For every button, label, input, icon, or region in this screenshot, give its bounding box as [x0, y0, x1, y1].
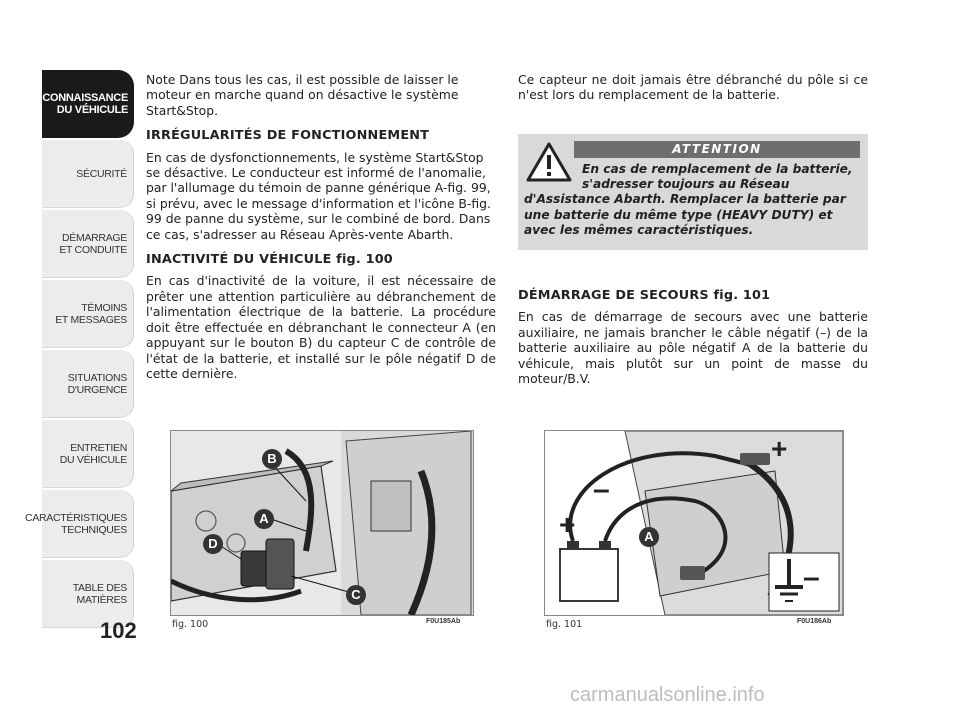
- label-a-badge: A: [254, 509, 274, 529]
- figure-101-caption: fig. 101: [546, 619, 583, 630]
- fig-reference-101: fig. 101: [713, 288, 771, 303]
- label-a-badge-101: A: [639, 527, 659, 547]
- section-title-demarrage: [518, 288, 868, 303]
- tab-demarrage-conduite[interactable]: DÉMARRAGE ET CONDUITE: [42, 210, 134, 278]
- tab-situations-urgence[interactable]: SITUATIONS D'URGENCE: [42, 350, 134, 418]
- section-title-demarrage-text: DÉMARRAGE DE SECOURS: [518, 288, 709, 303]
- chapter-tabs: [25, 70, 134, 630]
- warning-box: [518, 134, 868, 250]
- warning-title: ATTENTION: [574, 141, 860, 158]
- label-c-badge: C: [346, 585, 366, 605]
- inactivite-paragraph: En cas d'inactivité de la voiture, il est nécessaire de prêter une attention particulière au débranchement de l'alimentation électrique de la batterie. La procédure doit être effectuée en débranchant le connecteur A (en appuyant sur le bouton B) du capteur C de contrôle de l'état de la batterie, et installé sur le pôle négatif D de cette dernière.: [146, 273, 496, 381]
- capteur-paragraph: Ce capteur ne doit jamais être débranché du pôle si ce n'est lors du remplacement de la batterie.: [518, 72, 868, 103]
- demarrage-section: [518, 288, 868, 396]
- watermark: carmanualsonline.info: [570, 684, 765, 706]
- tab-caracteristiques-techniques[interactable]: CARACTÉRISTIQUES TECHNIQUES: [42, 490, 134, 558]
- left-column: [146, 72, 496, 391]
- minus-sign-ground: –: [803, 561, 820, 594]
- label-d-badge: D: [203, 534, 223, 554]
- warning-text: [524, 162, 862, 238]
- demarrage-paragraph: En cas de démarrage de secours avec une batterie auxiliaire, ne jamais brancher le câble négatif (–) de la batterie auxiliaire au pôle négatif A de la batterie du véhicule, mais plutôt sur un point de masse du moteur/B.V.: [518, 309, 868, 387]
- warning-line-rest: d'Assistance Abarth. Remplacer la batterie par une batterie du même type (HEAVY DUTY) et avec les mêmes caractéristiques.: [524, 192, 846, 237]
- plus-sign-vehicle: +: [771, 433, 788, 464]
- section-title-inactivite-text: INACTIVITÉ DU VÉHICULE: [146, 252, 332, 268]
- minus-sign-aux: –: [593, 473, 610, 506]
- plus-sign-aux: +: [559, 509, 576, 540]
- tab-connaissance-vehicule[interactable]: CONNAISSANCE DU VÉHICULE: [42, 70, 134, 138]
- warning-line-1: En cas de remplacement de la batterie,: [582, 162, 853, 176]
- battery-sensor-illustration: [171, 431, 473, 615]
- fig-reference: fig. 100: [336, 252, 393, 268]
- label-b-badge: B: [262, 449, 282, 469]
- figure-100-caption: fig. 100: [172, 619, 209, 630]
- tab-table-matieres[interactable]: TABLE DES MATIÈRES: [42, 560, 134, 628]
- figure-100-battery-sensor: [170, 430, 474, 616]
- tab-securite[interactable]: SÉCURITÉ: [42, 140, 134, 208]
- figure-101-code: F0U186Ab: [797, 618, 832, 625]
- note-paragraph: Note Dans tous les cas, il est possible de laisser le moteur en marche quand on désactive le système Start&Stop.: [146, 72, 459, 118]
- page-number: 102: [100, 618, 137, 643]
- figure-100-code: F0U185Ab: [426, 618, 461, 625]
- section-title-irregularites: IRRÉGULARITÉS DE FONCTIONNEMENT: [146, 128, 430, 144]
- section-title-inactivite: [146, 252, 496, 267]
- jump-start-illustration: [545, 431, 843, 615]
- right-column: [518, 72, 868, 113]
- irregularites-paragraph: En cas de dysfonctionnements, le système Start&Stop se désactive. Le conducteur est informé de l'anomalie, par l'allumage du témoin de panne générique A-fig. 99, si prévu, avec le message d'information et l'icône B-fig. 99 de panne du système, sur le combiné de bord. Dans ce cas, s'adresser au Réseau Après-vente Abarth.: [146, 149, 491, 242]
- tab-temoins-messages[interactable]: TÉMOINS ET MESSAGES: [42, 280, 134, 348]
- figure-101-jump-start: [544, 430, 844, 616]
- warning-line-2: s'adresser toujours au Réseau: [582, 177, 790, 192]
- tab-entretien-vehicule[interactable]: ENTRETIEN DU VÉHICULE: [42, 420, 134, 488]
